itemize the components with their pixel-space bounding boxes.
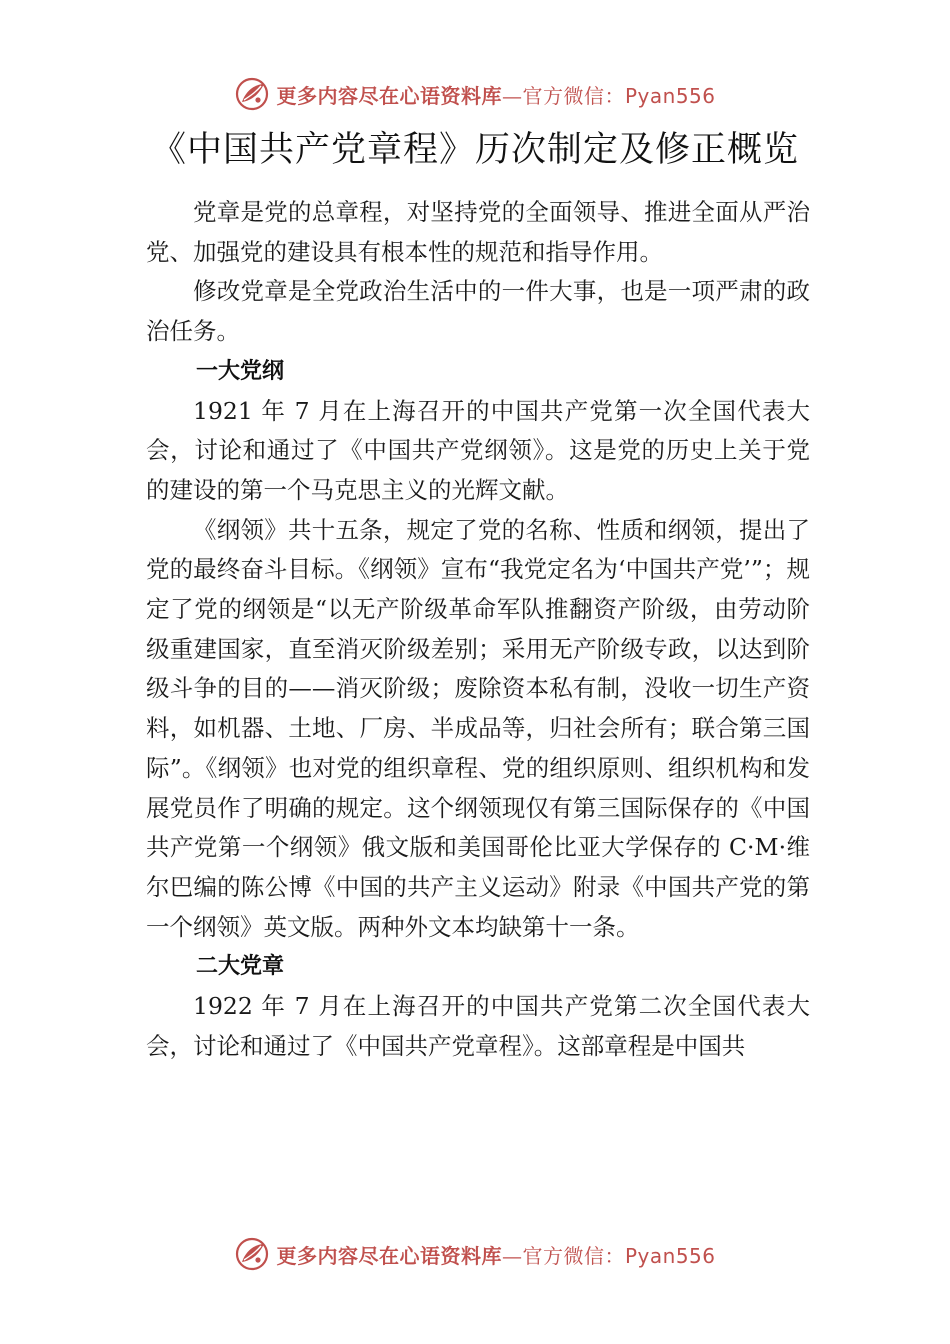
section1-paragraph-2: 《纲领》共十五条，规定了党的名称、性质和纲领，提出了党的最终奋斗目标。《纲领》宣布“我党定名为‘中国共产党’”；规定了党的纲领是“以无产阶级革命军队推翻资产阶级，由劳动阶级重建国家，直至消灭阶级差别；采用无产阶级专政，以达到阶级斗争的目的——消灭阶级；废除资本私有制，没收一切生产资料，如机器、土地、厂房、半成品等，归社会所有；联合第三国际”。《纲领》也对党的组织章程、党的组织原则、组织机构和发展党员作了明确的规定。这个纲领现仅有第三国际保存的《中国共产党第一个纲领》俄文版和美国哥伦比亚大学保存的 C·M·维尔巴编的陈公博《中国的共产主义运动》附录《中国共产党的第一个纲领》英文版。两种外文本均缺第十一条。 [146, 515, 810, 941]
section-heading-2: 二大党章 [196, 954, 285, 980]
footer-banner-main-text: 更多内容尽在心语资料库 [276, 1243, 502, 1268]
banner-text [276, 80, 715, 109]
footer-banner-wechat-label: 官方微信： [522, 1243, 625, 1268]
document-title: 《中国共产党章程》历次制定及修正概览 [150, 130, 799, 170]
section-heading-1: 一大党纲 [196, 358, 285, 384]
banner-wechat-label: 官方微信： [522, 83, 625, 108]
intro-paragraph-1: 党章是党的总章程，对坚持党的全面领导、推进全面从严治党、加强党的建设具有根本性的规范和指导作用。 [146, 198, 810, 266]
leaf-swirl-logo-icon [234, 76, 270, 112]
document-body [146, 193, 810, 1066]
banner-dash: — [501, 83, 523, 108]
header-banner [0, 72, 950, 116]
section1-paragraph-1: 1921 年 7 月在上海召开的中国共产党第一次全国代表大会，讨论和通过了《中国共产党纲领》。这是党的历史上关于党的建设的第一个马克思主义的光辉文献。 [146, 396, 810, 504]
footer-banner-wechat-id: Pyan556 [624, 1243, 716, 1268]
footer-banner [0, 1232, 950, 1276]
leaf-swirl-logo-icon [234, 1236, 270, 1272]
banner-main-text: 更多内容尽在心语资料库 [276, 83, 502, 108]
section2-paragraph-1: 1922 年 7 月在上海召开的中国共产党第二次全国代表大会，讨论和通过了《中国共产党章程》。这部章程是中国共 [146, 992, 810, 1060]
footer-banner-text [276, 1240, 715, 1269]
banner-wechat-id: Pyan556 [624, 83, 716, 108]
footer-banner-dash: — [501, 1243, 523, 1268]
intro-paragraph-2: 修改党章是全党政治生活中的一件大事，也是一项严肃的政治任务。 [146, 277, 810, 346]
